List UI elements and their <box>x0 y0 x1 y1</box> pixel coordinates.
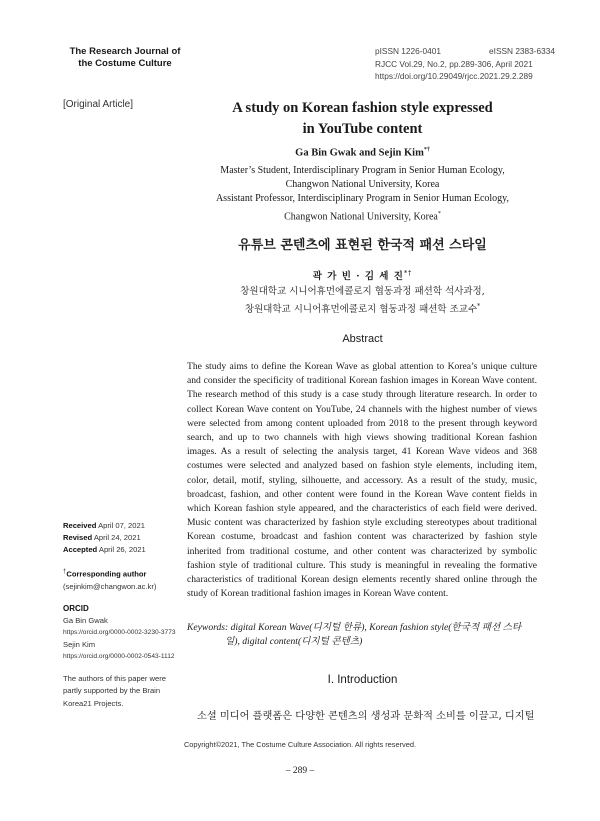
introduction-text: 소셜 미디어 플랫폼은 다양한 콘텐츠의 생성과 문화적 소비를 이끌고, 디지털 <box>197 711 535 722</box>
abstract-heading: Abstract <box>342 333 383 345</box>
paper-title-line2: in YouTube content <box>302 121 423 137</box>
funding-note: The authors of this paper were partly supported by the Brain Korea21 Projects. <box>63 673 166 708</box>
affiliation-line: Assistant Professor, Interdisciplinary Program in Senior Human Ecology, <box>215 193 510 205</box>
authors-text: Ga Bin Gwak and Sejin Kim <box>295 147 424 159</box>
orcid-name: Sejin Kim <box>63 639 96 649</box>
volume-info: RJCC Vol.29, No.2, pp.289-306, April 2021 <box>375 58 533 69</box>
journal-name-line1: The Research Journal of <box>69 46 181 57</box>
received-date: Received April 07, 2021 <box>63 521 145 530</box>
korean-authors <box>190 268 535 282</box>
affiliation-sup: * <box>437 210 441 217</box>
keywords-line2: 일), digital content(디지털 콘텐츠) <box>225 636 363 647</box>
corresponding-author: †Corresponding author <box>63 569 147 579</box>
revised-date: Revised April 24, 2021 <box>63 533 141 542</box>
sidebar <box>63 520 178 710</box>
journal-name-line2: the Costume Culture <box>78 57 172 69</box>
orcid-link[interactable]: https://orcid.org/0000-0002-0543-1112 <box>63 652 175 660</box>
abstract-body: The study aims to define the Korean Wave as global attention to Korea’s unique culture and consider the specificity of traditional Korean fashion images in Korean Wave content. The research method of this study is a case study through literature research. In order to collect Korean Wave content on YouTube, 24 channels with the highest number of views were selected from among content uploaded from 2018 to the present through keyword search, and up to two channels with high views showing traditional Korean fashion images. As a result of selecting the analysis target, 41 Korean Wave videos and 368 costumes were selected and analyzed based on fashion style elements, including item, color, detail, motif, styling, silhouette, and accessory. As a result of the study, music, broadcast, fashion, and other content were found in the Korean Wave content fields in which Korean fashion style appeared, and the characteristics of each field were derived. Music content was characterized by fashion style excluding stereotypes about traditional Korean costume, broadcast and fashion content was characterized by fashion style inherited from traditional costume, and other content was characterized by symbolic fashion style of traditional culture. This study is meaningful in revealing the formative characteristics of traditional Korean design elements recently shared online through the study of Korean traditional fashion images in Korean Wave content. <box>187 361 537 600</box>
korean-affiliation-line: 창원대학교 시니어휴먼에콜로지 협동과정 패션학 석사과정, <box>240 286 485 297</box>
corresponding-email[interactable]: (sejinkim@changwon.ac.kr) <box>63 581 157 591</box>
affiliation-line: Changwon National University, Korea <box>285 179 440 191</box>
korean-authors-text: 곽 가 빈 · 김 세 진 <box>312 271 404 282</box>
keywords-line1: Keywords: digital Korean Wave(디지털 한류), Korean fashion style(한국적 패션 스타 <box>187 622 522 633</box>
accepted-date: Accepted April 26, 2021 <box>63 545 146 554</box>
introduction-heading: I. Introduction <box>327 674 398 686</box>
affiliation-line: Master’s Student, Interdisciplinary Program in Senior Human Ecology, <box>220 165 505 176</box>
keywords <box>187 621 537 649</box>
copyright: Copyright©2021, The Costume Culture Association. All rights reserved. <box>183 740 417 749</box>
journal-meta <box>375 45 555 83</box>
eissn: eISSN 2383-6334 <box>489 46 555 56</box>
pissn: pISSN 1226-0401 <box>375 46 441 56</box>
affiliations <box>190 164 535 224</box>
paper-title-line1: A study on Korean fashion style expressed <box>232 100 493 116</box>
orcid-name: Ga Bin Gwak <box>63 615 108 625</box>
paper-title <box>190 98 535 140</box>
journal-name <box>55 46 195 69</box>
authors <box>190 147 535 159</box>
affiliation-line: Changwon National University, Korea* <box>284 210 441 222</box>
article-type: [Original Article] <box>63 99 134 110</box>
page-number: – 289 – <box>285 766 315 776</box>
korean-affiliations <box>190 285 535 317</box>
authors-sup: *† <box>423 147 430 153</box>
korean-title: 유튜브 콘텐츠에 표현된 한국적 패션 스타일 <box>238 238 487 253</box>
korean-affiliation-sup: * <box>477 302 481 310</box>
korean-authors-sup: *† <box>403 269 413 277</box>
korean-affiliation-line: 창원대학교 시니어휴먼에콜로지 협동과정 패션학 조교수* <box>244 302 481 315</box>
doi-link[interactable]: https://doi.org/10.29049/rjcc.2021.29.2.289 <box>375 71 533 81</box>
orcid-link[interactable]: https://orcid.org/0000-0002-3230-3773 <box>63 628 176 636</box>
orcid-heading: ORCID <box>63 603 89 613</box>
